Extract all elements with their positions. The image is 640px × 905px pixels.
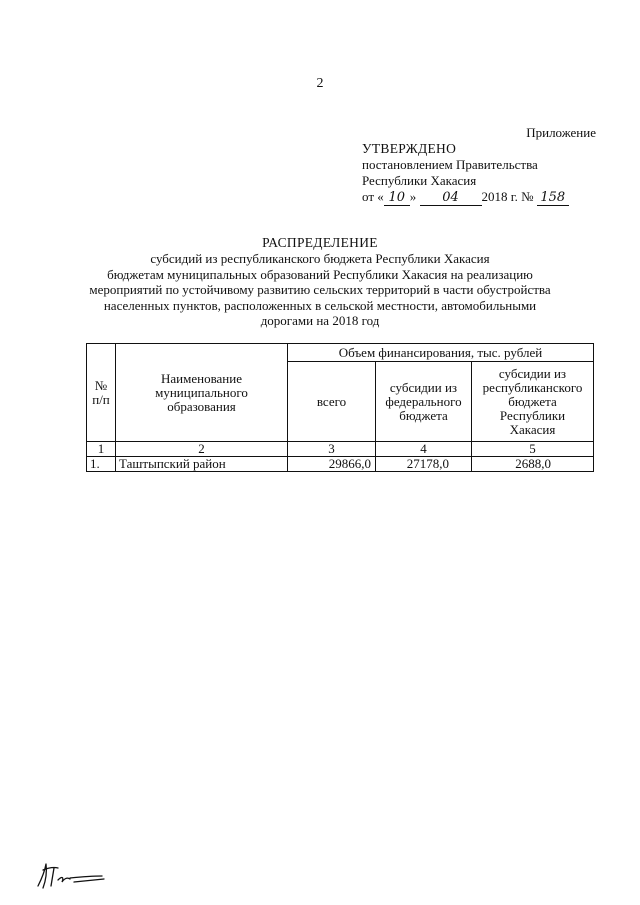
document-title: РАСПРЕДЕЛЕНИЕ (262, 235, 378, 250)
subtitle-line: населенных пунктов, расположенных в сельской местности, автомобильными (103, 297, 537, 313)
date-prefix: от « (362, 189, 384, 204)
decree-number: 158 (537, 191, 569, 206)
header-num: № п/п (87, 344, 116, 442)
subtitle-line: мероприятий по устойчивому развитию сельских территорий в части обустройства (89, 282, 551, 297)
approval-block (362, 141, 602, 206)
page-number: 2 (316, 76, 324, 91)
header-name: Наименование муниципального образования (116, 344, 288, 442)
header-federal: субсидии из федерального бюджета (376, 362, 472, 442)
approval-line-2: Республики Хакасия (362, 173, 477, 188)
annex-label: Приложение (526, 125, 596, 140)
approval-date-line (362, 189, 602, 206)
approval-line-1: постановлением Правительства (362, 157, 538, 172)
header-total: всего (288, 362, 376, 442)
header-financing: Объем финансирования, тыс. рублей (288, 344, 594, 362)
index-cell: 4 (376, 442, 472, 457)
date-year: 2018 г. (481, 189, 518, 204)
row-republic: 2688,0 (472, 457, 594, 472)
header-republic: субсидии из республиканского бюджета Республики Хакасия (472, 362, 594, 442)
date-mid: » (409, 189, 417, 204)
document-subtitle (60, 251, 580, 329)
date-month: 04 (420, 191, 482, 206)
index-cell: 1 (87, 442, 116, 457)
index-cell: 5 (472, 442, 594, 457)
subtitle-line: субсидий из республиканского бюджета Республики Хакасия (150, 251, 490, 266)
row-federal: 27178,0 (376, 457, 472, 472)
subtitle-line: дорогами на 2018 год (260, 313, 380, 328)
subtitle-line: бюджетам муниципальных образований Республики Хакасия на реализацию (107, 266, 533, 282)
number-sign: № (521, 189, 534, 204)
approval-heading: УТВЕРЖДЕНО (362, 141, 457, 156)
signature-icon (34, 862, 106, 895)
table-row (87, 457, 594, 472)
date-day: 10 (384, 191, 410, 206)
row-total: 29866,0 (288, 457, 376, 472)
distribution-table (86, 343, 594, 472)
index-cell: 2 (116, 442, 288, 457)
row-name: Таштыпский район (116, 457, 288, 472)
index-cell: 3 (288, 442, 376, 457)
row-num: 1. (87, 457, 116, 472)
